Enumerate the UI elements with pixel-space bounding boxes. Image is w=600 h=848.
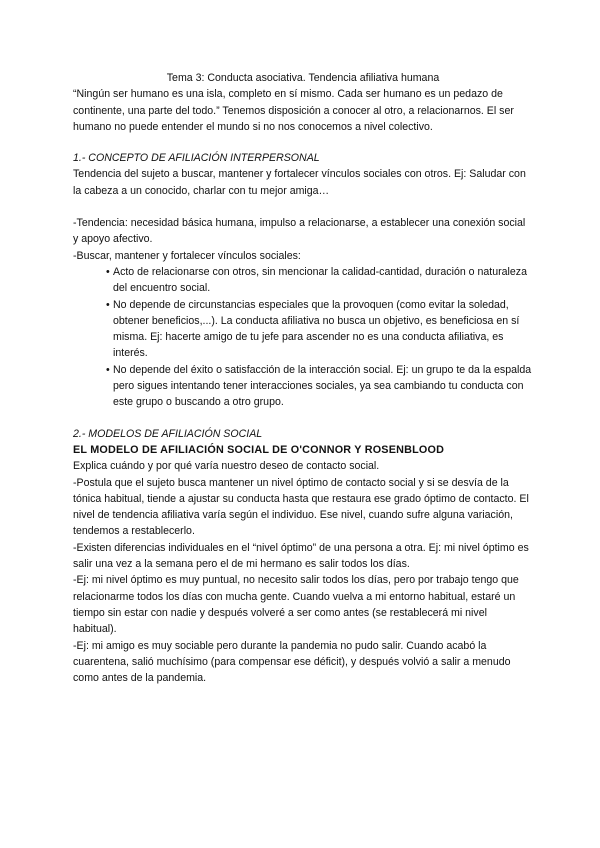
bullet-item: • Acto de relacionarse con otros, sin mencionar la calidad-cantidad, duración o naturaleza del encuentro social. — [106, 264, 533, 297]
model-paragraph: Explica cuándo y por qué varía nuestro deseo de contacto social. — [73, 460, 380, 473]
document-page — [73, 70, 533, 686]
model-title: EL MODELO DE AFILIACIÓN SOCIAL DE O'CONNOR Y ROSENBLOOD — [73, 443, 445, 456]
model-paragraph: -Ej: mi nivel óptimo es muy puntual, no necesito salir todos los días, pero por trabajo tengo que relacionarme todos los días con mucha gente. Cuando vuelva a mi entorno habitual, estaré un tiempo sin estar con nadie y después volveré a ser como antes (se restablecerá mi nivel habitual). — [73, 574, 519, 636]
section-2-heading: 2.- MODELOS DE AFILIACIÓN SOCIAL — [73, 427, 263, 440]
blank-line — [73, 199, 533, 215]
document-title: Tema 3: Conducta asociativa. Tendencia afiliativa humana — [166, 72, 440, 84]
section-1-tendencia: -Tendencia: necesidad básica humana, impulso a relacionarse, a establecer una conexión social y apoyo afectivo. — [73, 217, 526, 246]
model-paragraph: -Postula que el sujeto busca mantener un nivel óptimo de contacto social y si se desvía de la tónica habitual, tiende a ajustar su conducta hasta que restaura ese grado óptimo de contacto. El nivel de tendencia afiliativa varía según el individuo. Ese nivel, cuando sufre alguna variación, tendemos a restablecerlo. — [73, 476, 529, 538]
bullet-item: • No depende del éxito o satisfacción de la interacción social. Ej: un grupo te da la espalda pero sigues intentando tener interacciones sociales, ya sea cambiando tu conducta con este grupo o buscando a otro grupo. — [106, 362, 533, 411]
model-paragraph: -Existen diferencias individuales en el “nivel óptimo” de una persona a otra. Ej: mi nivel óptimo es salir una vez a la semana pero el de mi hermano es salir todos los días. — [73, 541, 529, 571]
bullet-item: • No depende de circunstancias especiales que la provoquen (como evitar la soledad, obtener beneficios,...). La conducta afiliativa no busca un objetivo, es beneficiosa en sí misma. Ej: hacerte amigo de tu jefe para ascender no es una conducta afiliativa, es interés. — [106, 297, 533, 362]
section-1-buscar: -Buscar, mantener y fortalecer vínculos sociales: — [73, 249, 301, 262]
model-paragraph: -Ej: mi amigo es muy sociable pero durante la pandemia no pudo salir. Cuando acabó la cuarentena, salió muchísimo (para compensar ese déficit), y después volvió a salir a menudo como antes de la pandemia. — [73, 639, 511, 685]
section-1-bullet-list — [73, 264, 533, 411]
section-1-heading: 1.- CONCEPTO DE AFILIACIÓN INTERPERSONAL — [73, 152, 320, 165]
section-1-definition: Tendencia del sujeto a buscar, mantener y fortalecer vínculos sociales con otros. Ej: Saludar con la cabeza a un conocido, charlar con tu mejor amiga… — [73, 168, 526, 197]
intro-paragraph: “Ningún ser humano es una isla, completo en sí mismo. Cada ser humano es un pedazo de continente, una parte del todo.” Tenemos disposición a conocer al otro, a relacionarnos. El ser humano no puede entender el mundo si no nos conocemos a nivel colectivo. — [73, 88, 514, 133]
